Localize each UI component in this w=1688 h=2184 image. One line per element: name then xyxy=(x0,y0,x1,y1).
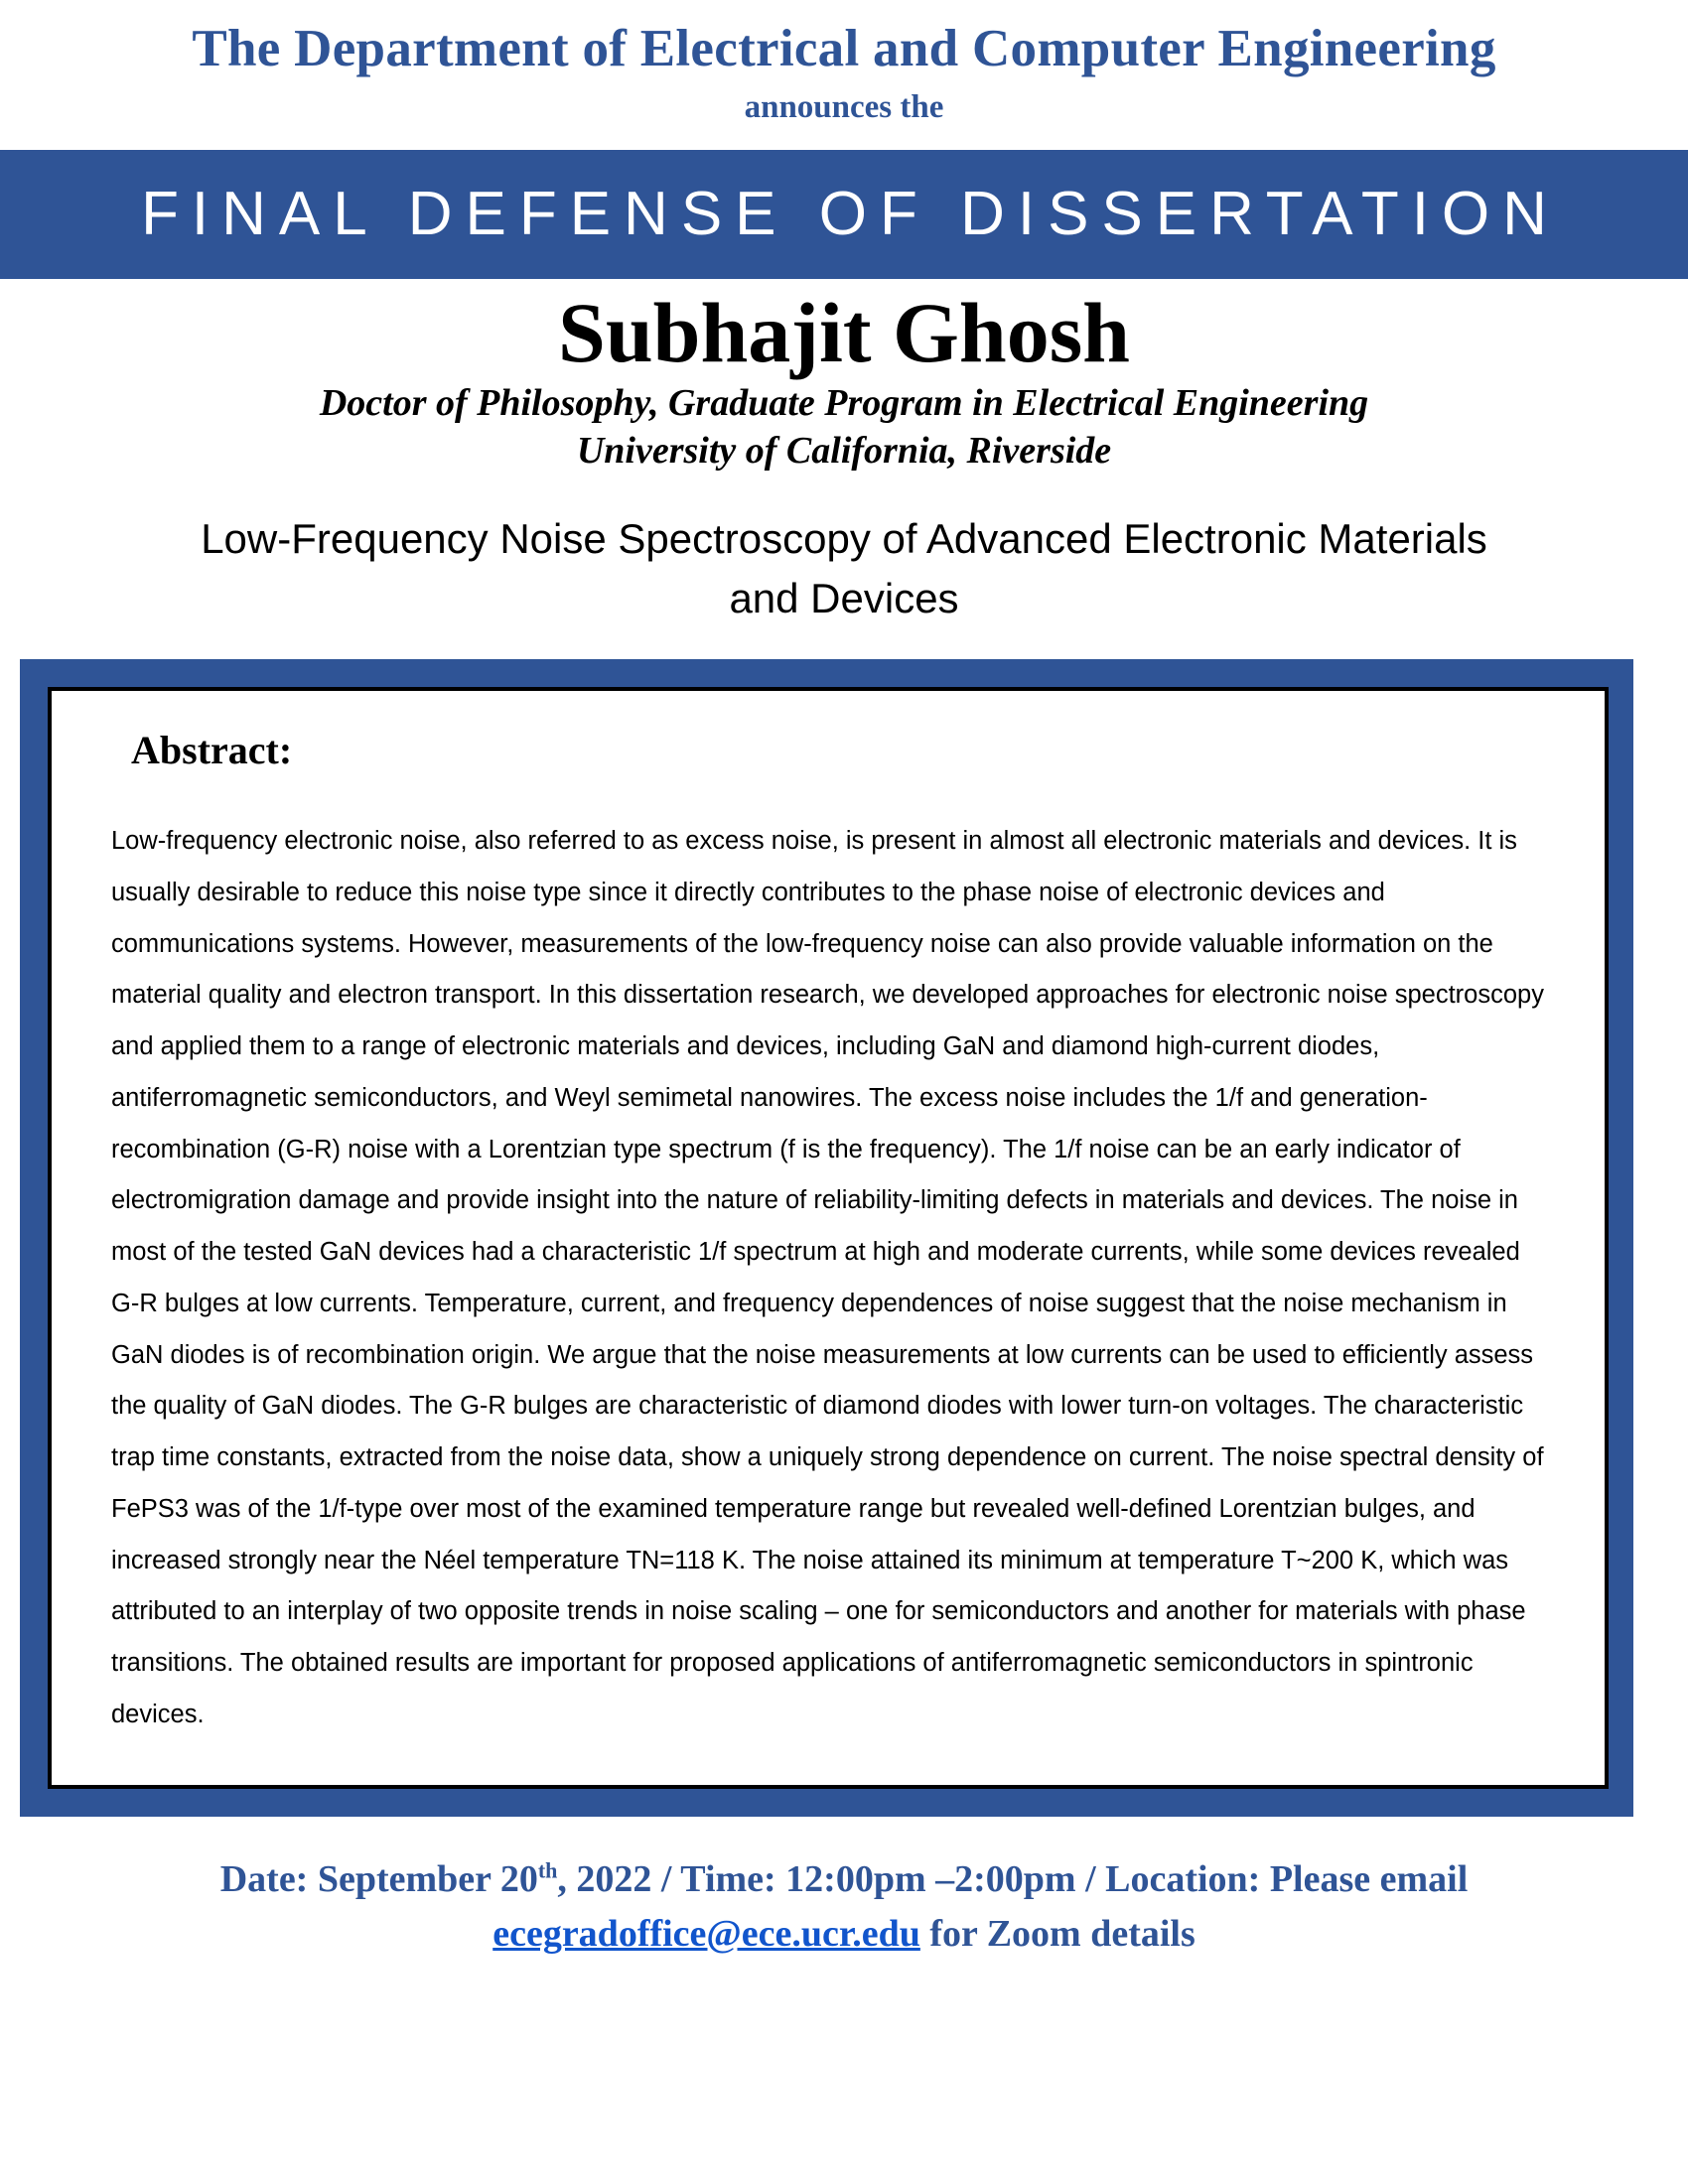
header xyxy=(0,0,1688,128)
candidate-name: Subhajit Ghosh xyxy=(557,284,1130,380)
candidate-info xyxy=(0,279,1688,476)
banner-title: FINAL DEFENSE OF DISSERTATION xyxy=(141,179,1560,248)
defense-banner xyxy=(0,150,1688,279)
abstract-body-text: Low-frequency electronic noise, also referred to as excess noise, is present in almost all electronic materials and devices. It is usually desirable to reduce this noise type since it directly contributes to the phase noise of electronic devices and communications systems. However, measurements of the low-frequency noise can also provide valuable information on the material quality and electron transport. In this dissertation research, we developed approaches for electronic noise spectroscopy and applied them to a range of electronic materials and devices, including GaN and diamond high-current diodes, antiferromagnetic semiconductors, and Weyl semimetal nanowires. The excess noise includes the 1/f and generation-recombination (G-R) noise with a Lorentzian type spectrum (f is the frequency). The 1/f noise can be an early indicator of electromigration damage and provide insight into the nature of reliability-limiting defects in materials and devices. The noise in most of the tested GaN devices had a characteristic 1/f spectrum at high and moderate currents, while some devices revealed G-R bulges at low currents. Temperature, current, and frequency dependences of noise suggest that the noise mechanism in GaN diodes is of recombination origin. We argue that the noise measurements at low currents can be used to efficiently assess the quality of GaN diodes. The G-R bulges are characteristic of diamond diodes with lower turn-on voltages. The characteristic trap time constants, extracted from the noise data, show a uniquely strong dependence on current. The noise spectral density of FePS3 was of the 1/f-type over most of the examined temperature range but revealed well-defined Lorentzian bulges, and increased strongly near the Néel temperature TN=118 K. The noise attained its minimum at temperature T~200 K, which was attributed to an interplay of two opposite trends in noise scaling – one for semiconductors and another for materials with phase transitions. The obtained results are important for proposed applications of antiferromagnetic semiconductors in spintronic devices. xyxy=(111,827,1544,1728)
university-line: University of California, Riverside xyxy=(576,430,1112,473)
event-datetime-line xyxy=(0,1852,1688,1907)
event-date-prefix: Date: September 20 xyxy=(219,1857,538,1900)
abstract-heading: Abstract: xyxy=(131,728,293,773)
department-title: The Department of Electrical and Computer Engineering xyxy=(192,20,1496,77)
zoom-details-text: for Zoom details xyxy=(919,1912,1196,1955)
dissertation-title: Low-Frequency Noise Spectroscopy of Advanced Electronic Materials and Devices xyxy=(201,514,1487,621)
abstract-box xyxy=(48,687,1609,1789)
ece-grad-office-email-link[interactable]: ecegradoffice@ece.ucr.edu xyxy=(492,1912,920,1955)
event-contact-line xyxy=(0,1907,1688,1962)
event-time-location: , 2022 / Time: 12:00pm –2:00pm / Location: Please email xyxy=(557,1857,1469,1900)
announces-text: announces the xyxy=(744,88,944,125)
event-details-footer xyxy=(0,1852,1688,1962)
date-ordinal-suffix: th xyxy=(537,1857,558,1883)
abstract-frame xyxy=(20,659,1633,1817)
degree-program-line: Doctor of Philosophy, Graduate Program in Electrical Engineering xyxy=(319,382,1369,425)
